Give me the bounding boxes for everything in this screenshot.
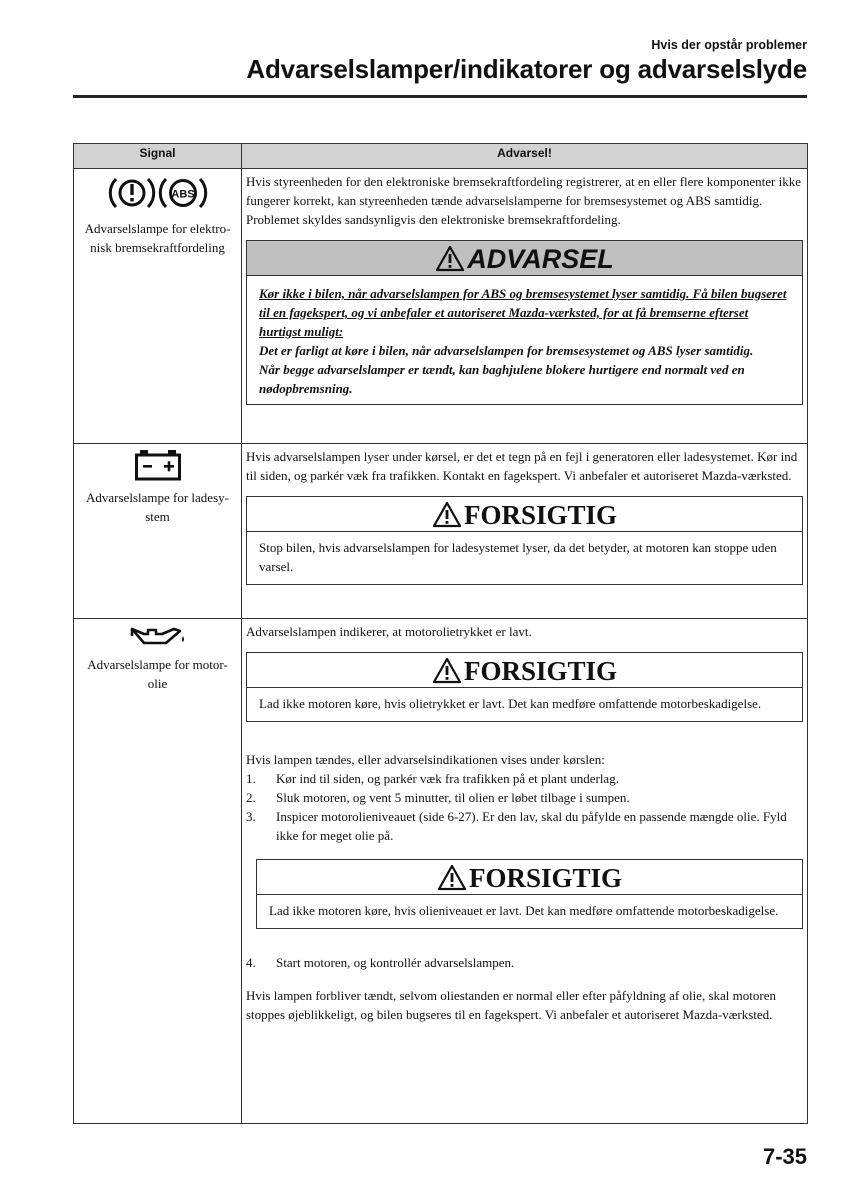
warning-triangle-icon bbox=[437, 864, 467, 891]
forsigtig-box bbox=[246, 496, 803, 585]
advarsel-box-body bbox=[247, 276, 802, 404]
header-warning: Advarsel! bbox=[242, 144, 808, 169]
advarsel-underlined: Kør ikke i bilen, når advarselslampen for ABS og bremsesystemet lyser samtidig. Få bilen bugseret til en fagekspert, og vi anbefaler et autoriseret Mazda-værksted, for at få bremserne efterset hurtigst muligt: bbox=[259, 286, 787, 339]
warning-triangle-icon bbox=[432, 657, 462, 684]
header-signal: Signal bbox=[74, 144, 242, 169]
signal-cell bbox=[74, 169, 242, 444]
advarsel-box bbox=[246, 240, 803, 405]
signal-label: Advarselslampe for ladesy-stem bbox=[86, 490, 229, 524]
warning-text: Hvis styreenheden for den elektroniske bremsekraftfordeling registrerer, at en eller flere komponenter ikke fungerer korrekt, kan styreenheden tænde advarselslamperne for bremsesystemet og ABS samtidig. Problemet skyldes sandsynligvis den elektroniske bremsekraftfordeling. bbox=[246, 174, 802, 227]
signal-label: Advarselslampe for motor-olie bbox=[87, 657, 228, 691]
list-item: 2. Sluk motoren, og vent 5 minutter, til olien er løbet tilbage i sumpen. bbox=[246, 790, 630, 805]
forsigtig-box-body: Stop bilen, hvis advarselslampen for ladesystemet lyser, da det betyder, at motoren kan stoppe uden varsel. bbox=[247, 531, 802, 584]
warning-table bbox=[73, 143, 808, 1124]
warning-cell bbox=[242, 619, 808, 1124]
list-item: 4. Start motoren, og kontrollér advarselslampen. bbox=[246, 955, 515, 970]
list-item: 1. Kør ind til siden, og parkér væk fra trafikken på et plant underlag. bbox=[246, 771, 619, 786]
signal-cell bbox=[74, 444, 242, 619]
advarsel-line-3: Når begge advarselslamper er tændt, kan baghjulene blokere hurtigere end normalt ved en nødopbremsning. bbox=[259, 362, 745, 396]
page-number: 7-35 bbox=[762, 1144, 807, 1169]
forsigtig-box-body: Lad ikke motoren køre, hvis olieniveauet er lavt. Det kan medføre omfattende motorbeskadigelse. bbox=[257, 894, 802, 928]
abs-text: ABS bbox=[170, 188, 195, 201]
signal-cell bbox=[74, 619, 242, 1124]
forsigtig-box-body: Lad ikke motoren køre, hvis olietrykket er lavt. Det kan medføre omfattende motorbeskadigelse. bbox=[247, 687, 802, 721]
brake-abs-warning-icon bbox=[108, 173, 208, 213]
table-header-row bbox=[74, 144, 808, 169]
warning-triangle-icon bbox=[435, 245, 465, 272]
warning-outro: Hvis lampen forbliver tændt, selvom oliestanden er normal eller efter påfyldning af olie, skal motoren stoppes øjeblikkeligt, og bilen bugseres til en fagekspert. Vi anbefaler et autoriseret Mazda-værksted. bbox=[246, 988, 776, 1022]
forsigtig-box-title: FORSIGTIG bbox=[257, 860, 802, 894]
table-row bbox=[74, 619, 808, 1124]
forsigtig-box bbox=[246, 652, 803, 722]
forsigtig-box bbox=[256, 859, 803, 929]
advarsel-box-title: ADVARSEL bbox=[247, 241, 802, 276]
warning-cell bbox=[242, 169, 808, 444]
warning-triangle-icon bbox=[432, 501, 462, 528]
steps-intro: Hvis lampen tændes, eller advarselsindikationen vises under kørslen: bbox=[246, 752, 605, 767]
steps-list-continued bbox=[246, 953, 803, 972]
title-rule bbox=[73, 95, 807, 98]
section-kicker: Hvis der opstår problemer bbox=[651, 38, 807, 52]
warning-text: Hvis advarselslampen lyser under kørsel, er det et tegn på en fejl i generatoren eller ladesystemet. Kør ind til siden, og parkér væk fra trafikken. Kontakt en fagekspert. Vi anbefaler et autoriseret Mazda-værksted. bbox=[246, 449, 798, 483]
warning-cell bbox=[242, 444, 808, 619]
table-row bbox=[74, 169, 808, 444]
forsigtig-box-title: FORSIGTIG bbox=[247, 653, 802, 687]
list-item: 3. Inspicer motorolieniveauet (side 6-27). Er den lav, skal du påfylde en passende mængde olie. Fyld ikke for meget olie på. bbox=[246, 809, 787, 843]
signal-label: Advarselslampe for elektro-nisk bremsekraftfordeling bbox=[84, 221, 231, 255]
steps-list bbox=[246, 769, 803, 845]
table-row bbox=[74, 444, 808, 619]
page-title: Advarselslamper/indikatorer og advarselslyde bbox=[246, 54, 807, 84]
warning-intro: Advarselslampen indikerer, at motorolietrykket er lavt. bbox=[246, 624, 532, 639]
advarsel-line-2: Det er farligt at køre i bilen, når advarselslampen for bremsesystemet og ABS lyser samtidig. bbox=[259, 343, 754, 358]
oil-can-icon bbox=[128, 623, 188, 649]
forsigtig-box-title: FORSIGTIG bbox=[247, 497, 802, 531]
battery-charge-warning-icon bbox=[134, 448, 182, 482]
